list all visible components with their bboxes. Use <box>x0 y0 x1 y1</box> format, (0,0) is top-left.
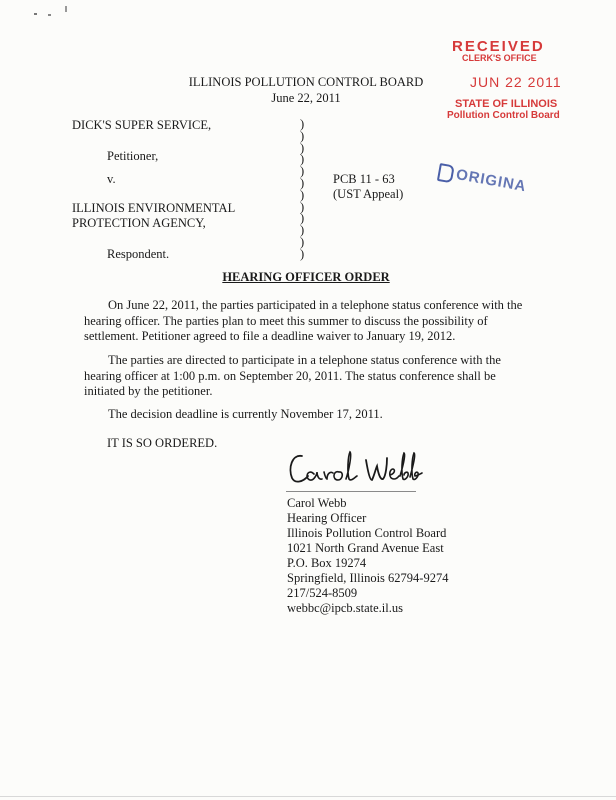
paren: ) <box>300 152 305 167</box>
received-stamp-title: RECEIVED <box>452 38 545 55</box>
received-stamp-state: STATE OF ILLINOIS <box>455 98 558 110</box>
case-number: PCB 11 - 63 <box>333 172 395 186</box>
order-paragraph: The decision deadline is currently November 17, 2011. <box>108 407 383 421</box>
signature-line <box>286 491 416 492</box>
scan-speck <box>48 14 51 16</box>
signer-address-line2: P.O. Box 19274 <box>287 556 367 570</box>
paren: ) <box>300 140 305 155</box>
signer-phone: 217/524-8509 <box>287 586 358 600</box>
scan-speck <box>34 13 37 15</box>
respondent-role: Respondent. <box>107 247 170 261</box>
petitioner-name: DICK'S SUPER SERVICE, <box>72 118 212 132</box>
paren: ) <box>300 175 305 190</box>
order-paragraph: On June 22, 2011, the parties participated in a telephone status conference with the hearing officer. The parties plan to meet this summer to discuss the possibility of settlement. Petitioner agreed to file a deadline waiver to January 19, 2012. <box>84 298 523 343</box>
signer-address-line1: 1021 North Grand Avenue East <box>287 541 444 555</box>
handwritten-signature <box>286 446 426 488</box>
petitioner-role: Petitioner, <box>107 149 159 163</box>
paren: ) <box>300 246 305 261</box>
signer-name: Carol Webb <box>287 496 347 510</box>
header-date: June 22, 2011 <box>271 91 341 105</box>
received-stamp-office: CLERK'S OFFICE <box>462 53 537 63</box>
caption-paren-column <box>300 119 304 261</box>
order-title: HEARING OFFICER ORDER <box>222 270 390 284</box>
versus: v. <box>107 172 116 186</box>
paren: ) <box>300 223 305 238</box>
paren: ) <box>300 128 305 143</box>
signer-organization: Illinois Pollution Control Board <box>287 526 447 540</box>
received-stamp-board: Pollution Control Board <box>447 110 560 121</box>
paren: ) <box>300 117 305 131</box>
paren: ) <box>300 211 305 226</box>
original-stamp-text: ORIGINA <box>454 166 528 196</box>
paren: ) <box>300 164 305 179</box>
respondent-name-line1: ILLINOIS ENVIRONMENTAL <box>72 201 236 215</box>
signer-email: webbc@ipcb.state.il.us <box>287 601 403 615</box>
paren: ) <box>300 187 305 202</box>
received-stamp-date: JUN 22 2011 <box>470 74 562 90</box>
original-stamp <box>437 163 528 197</box>
signer-city: Springfield, Illinois 62794-9274 <box>287 571 449 585</box>
paren: ) <box>300 234 305 249</box>
paren: ) <box>300 199 305 214</box>
scan-bottom-edge <box>0 796 616 797</box>
respondent-name-line2: PROTECTION AGENCY, <box>72 216 206 230</box>
scan-speck <box>65 6 67 12</box>
signer-title: Hearing Officer <box>287 511 367 525</box>
closing-statement: IT IS SO ORDERED. <box>107 436 218 450</box>
agency-header: ILLINOIS POLLUTION CONTROL BOARD <box>188 75 424 89</box>
order-paragraph: The parties are directed to participate in a telephone status conference with the hearing officer at 1:00 p.m. on September 20, 2011. The status conference shall be initiated by the petitioner. <box>84 353 501 398</box>
original-stamp-mark-icon <box>437 163 455 183</box>
case-type: (UST Appeal) <box>333 187 404 201</box>
